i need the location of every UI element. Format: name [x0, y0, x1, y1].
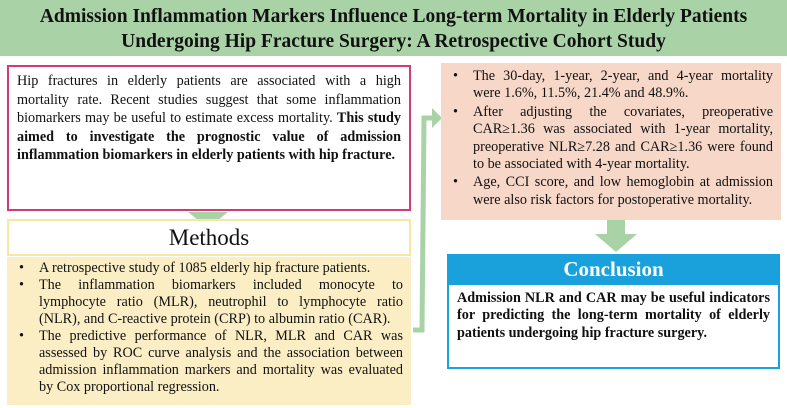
methods-item: • A retrospective study of 1085 elderly hip fracture patients. — [15, 260, 403, 277]
methods-item: • The predictive performance of NLR, MLR and CAR was assessed by ROC curve analysis and the association between admission inflammation markers and mortality was evaluated by Cox proportional regression. — [15, 328, 403, 396]
methods-item: • The inflammation biomarkers included monocyte to lymphocyte ratio (MLR), neutrophil to lymphocyte ratio (NLR), and C-reactive protein (CRP) to albumin ratio (CAR). — [15, 277, 403, 328]
intro-aim-text: This study aimed to investigate the prognostic value of admission inflammation biomarkers in elderly patients with hip fracture. — [17, 110, 401, 163]
results-item: • Age, CCI score, and low hemoglobin at admission were also risk factors for postoperative mortality. — [449, 174, 773, 209]
methods-heading: Methods — [7, 219, 411, 256]
results-box — [441, 63, 781, 220]
intro-text: Hip fractures in elderly patients are associated with a high mortality rate. Recent studies suggest that some inflammation biomarkers may be useful to estimate excess mortality. — [17, 73, 401, 126]
arrow-down-icon — [595, 220, 637, 252]
title-line-1: Admission Inflammation Markers Influence Long-term Mortality in Elderly Patients — [39, 6, 748, 27]
results-item: • After adjusting the covariates, preoperative CAR≥1.36 was associated with 1-year mortality, preoperative NLR≥7.28 and CAR≥1.36 were found to be associated with 4-year mortality. — [449, 104, 773, 174]
arrow-connector-icon — [413, 108, 442, 330]
conclusion-text: Admission NLR and CAR may be useful indicators for predicting the long-term mortality of elderly patients undergoing hip fracture surgery. — [457, 290, 770, 341]
conclusion-heading: Conclusion — [447, 254, 780, 285]
conclusion-box — [447, 285, 780, 369]
title-line-2: Undergoing Hip Fracture Surgery: A Retrospective Cohort Study — [121, 31, 666, 52]
results-item: • The 30-day, 1-year, 2-year, and 4-year mortality were 1.6%, 11.5%, 21.4% and 48.9%. — [449, 68, 773, 103]
methods-box — [7, 257, 411, 405]
